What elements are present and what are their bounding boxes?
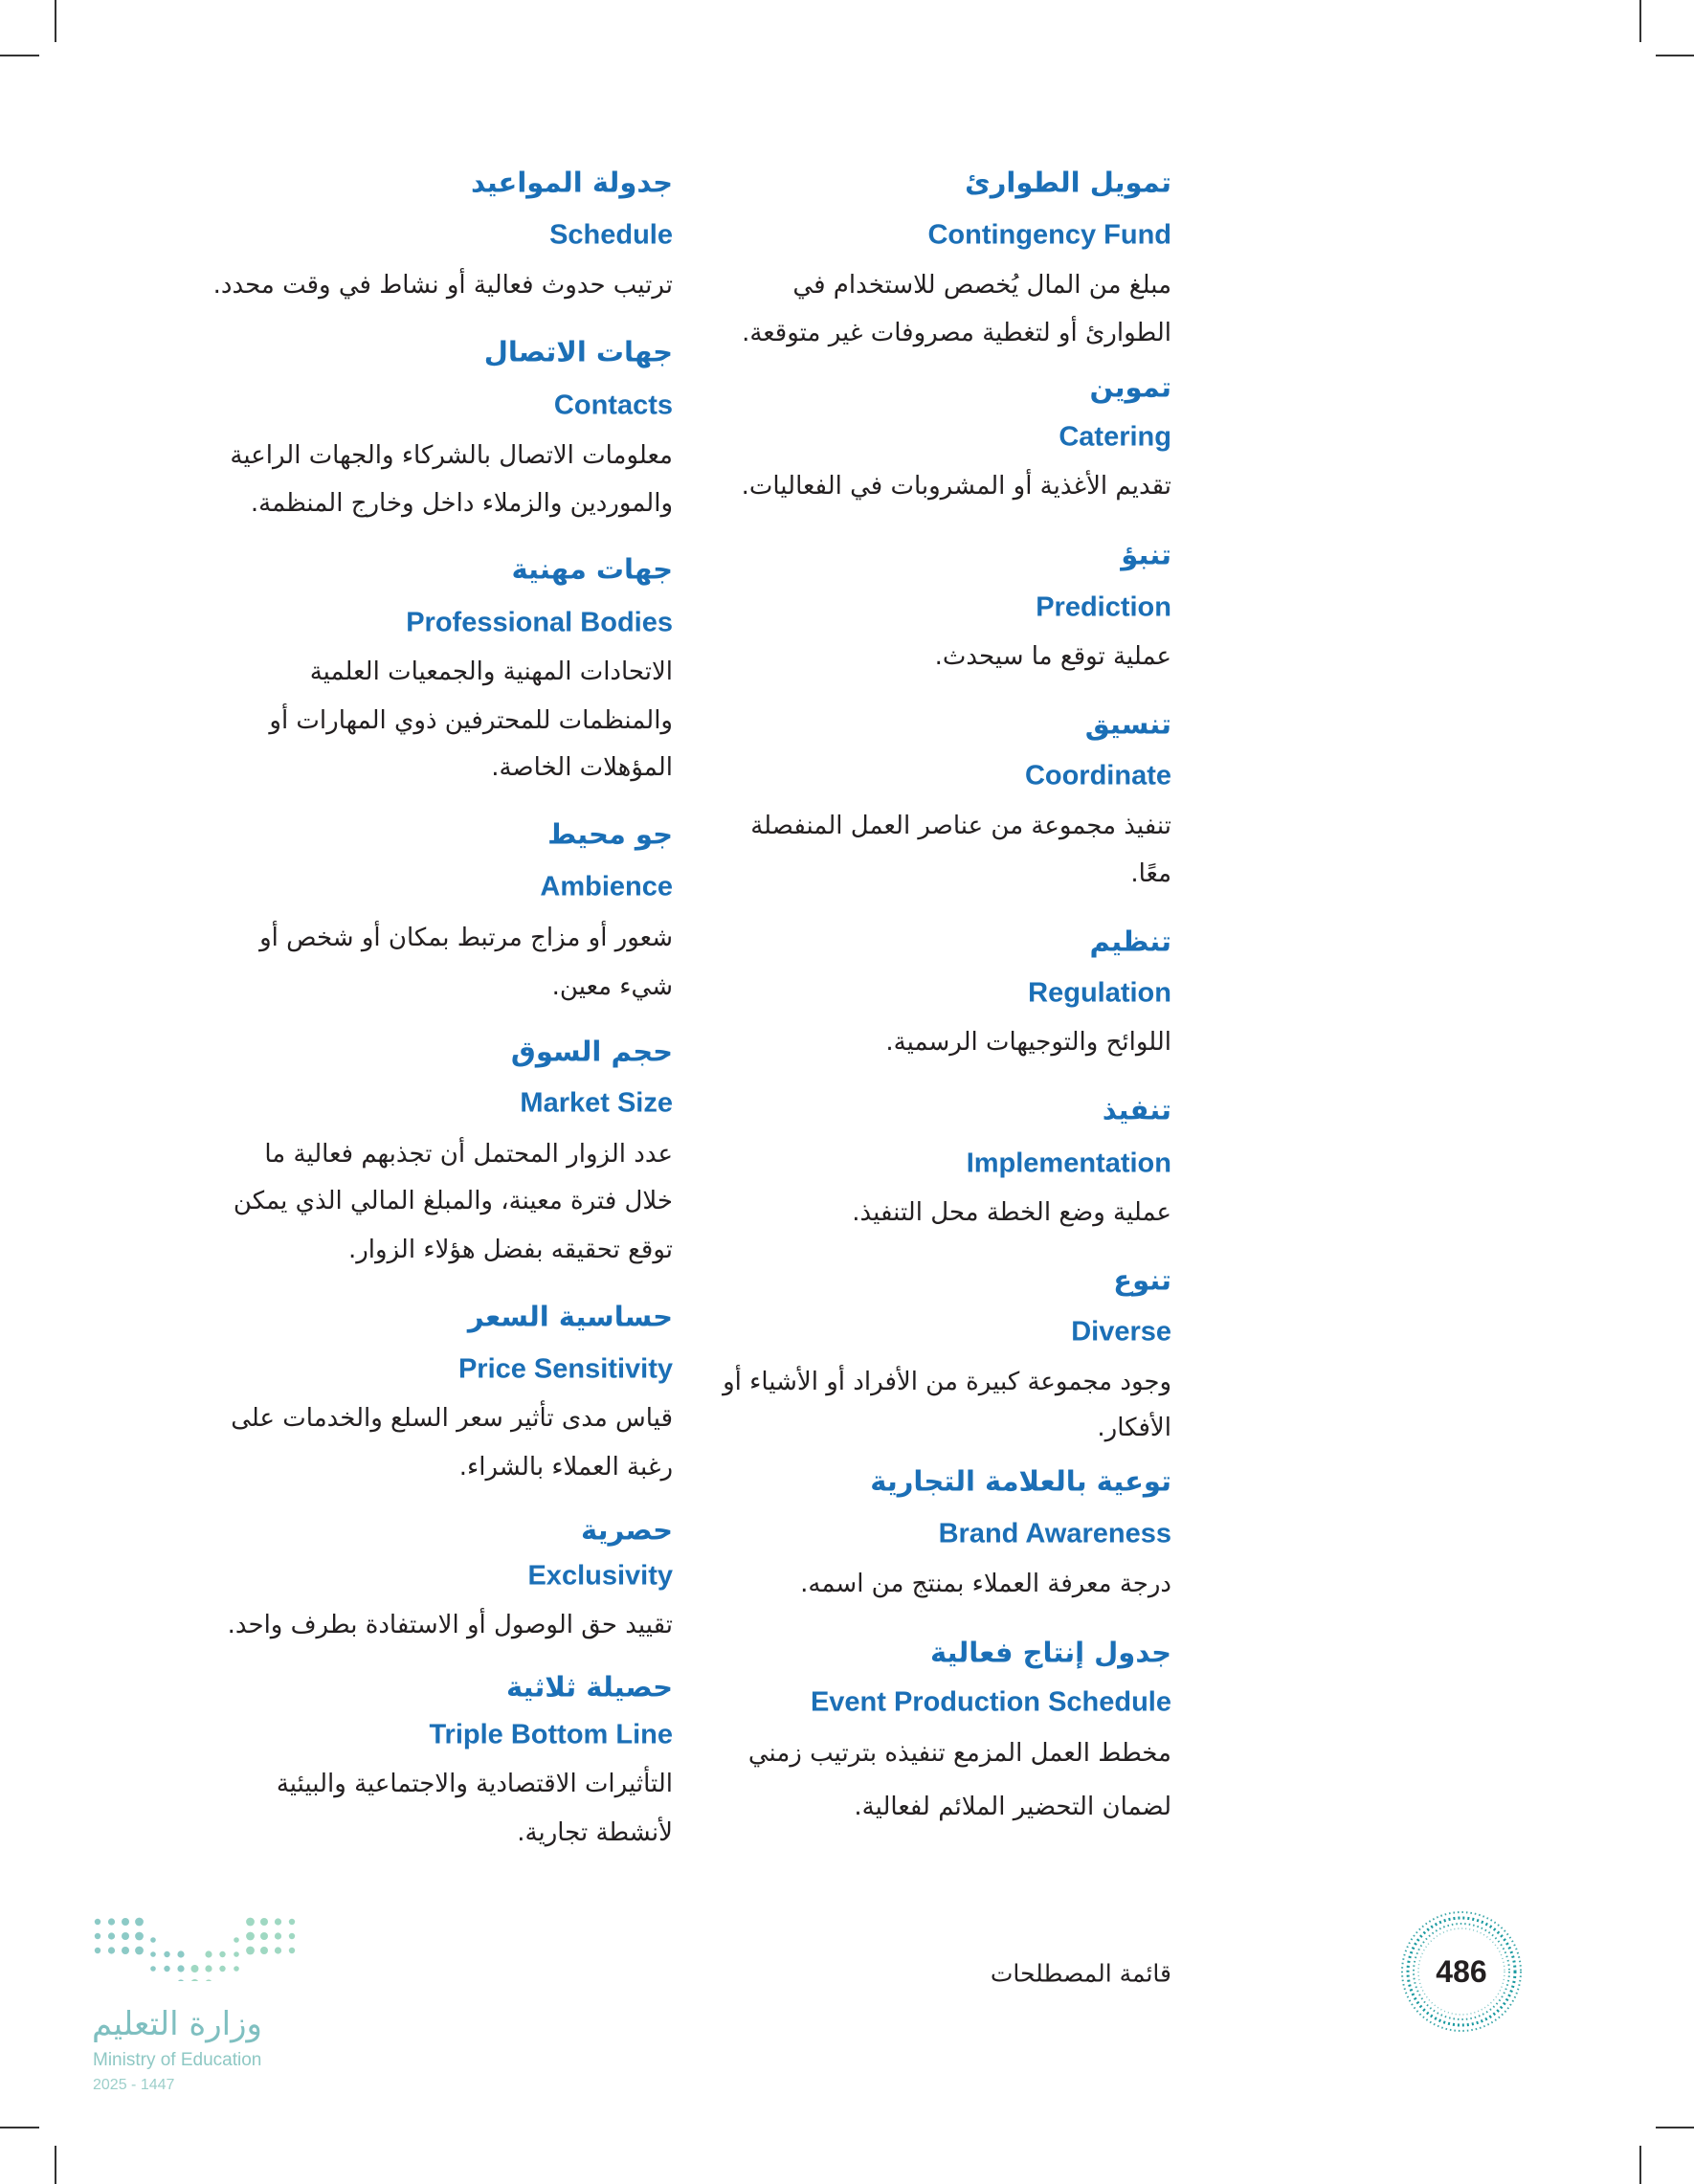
term-english: Ambience bbox=[540, 871, 673, 903]
term-english: Brand Awareness bbox=[938, 1518, 1171, 1549]
term-definition-line: تقديم الأغذية أو المشروبات في الفعاليات. bbox=[741, 472, 1171, 501]
term-arabic: تنوع bbox=[1113, 1263, 1171, 1297]
term-definition-line: عدد الزوار المحتمل أن تجذبهم فعالية ما bbox=[264, 1140, 673, 1169]
term-definition-line: اللوائح والتوجيهات الرسمية. bbox=[885, 1028, 1171, 1057]
edition-year: 2025 - 1447 bbox=[93, 2077, 175, 2093]
term-definition-line: الأفكار. bbox=[1097, 1414, 1171, 1442]
crop-mark bbox=[1639, 0, 1641, 42]
term-arabic: تنبؤ bbox=[1121, 538, 1171, 571]
term-definition-line: الاتحادات المهنية والجمعيات العلمية bbox=[309, 657, 673, 686]
term-english: Coordinate bbox=[1024, 760, 1171, 791]
term-definition-line: تنفيذ مجموعة من عناصر العمل المنفصلة bbox=[750, 812, 1171, 840]
term-definition-line: ترتيب حدوث فعالية أو نشاط في وقت محدد. bbox=[212, 271, 673, 300]
term-english: Contingency Fund bbox=[927, 219, 1171, 251]
term-english: Diverse bbox=[1071, 1316, 1171, 1348]
crop-mark bbox=[55, 2146, 56, 2184]
term-definition-line: شيء معين. bbox=[551, 972, 673, 1001]
term-definition-line: مبلغ من المال يُخصص للاستخدام في bbox=[792, 271, 1171, 300]
term-definition-line: والموردين والزملاء داخل وخارج المنظمة. bbox=[250, 489, 673, 518]
term-arabic: جهات الاتصال bbox=[483, 335, 673, 368]
term-arabic: جدول إنتاج فعالية bbox=[929, 1636, 1171, 1669]
term-definition-line: رغبة العملاء بالشراء. bbox=[458, 1453, 673, 1482]
term-definition-line: وجود مجموعة كبيرة من الأفراد أو الأشياء أو bbox=[723, 1368, 1171, 1396]
crop-mark bbox=[55, 0, 56, 42]
term-definition-line: المؤهلات الخاصة. bbox=[491, 753, 673, 782]
term-english: Prediction bbox=[1036, 591, 1171, 623]
term-english: Market Size bbox=[520, 1087, 673, 1119]
crop-mark bbox=[1639, 2146, 1641, 2184]
term-definition-line: مخطط العمل المزمع تنفيذه بترتيب زمني bbox=[747, 1739, 1171, 1768]
ministry-name-en: Ministry of Education bbox=[93, 2050, 262, 2070]
ministry-name-ar: وزارة التعليم bbox=[92, 2005, 262, 2043]
term-english: Catering bbox=[1059, 421, 1171, 453]
term-arabic: جهات مهنية bbox=[511, 552, 673, 586]
page-number: 486 bbox=[1436, 1953, 1487, 1989]
term-arabic: حصيلة ثلاثية bbox=[505, 1670, 673, 1704]
term-arabic: تنظيم bbox=[1089, 925, 1171, 958]
term-english: Event Production Schedule bbox=[810, 1686, 1171, 1718]
term-definition-line: عملية توقع ما سيحدث. bbox=[934, 642, 1171, 671]
crop-mark bbox=[1656, 2127, 1694, 2128]
section-title: قائمة المصطلحات bbox=[990, 1959, 1171, 1988]
crop-mark bbox=[0, 2127, 39, 2128]
term-english: Price Sensitivity bbox=[457, 1353, 673, 1385]
term-definition-line: الطوارئ أو لتغطية مصروفات غير متوقعة. bbox=[742, 319, 1171, 347]
ministry-logo-icon bbox=[92, 1914, 302, 1981]
term-definition-line: والمنظمات للمحترفين ذوي المهارات أو bbox=[269, 706, 673, 735]
term-arabic: توعية بالعلامة التجارية bbox=[870, 1464, 1171, 1498]
term-arabic: جدولة المواعيد bbox=[470, 166, 673, 199]
term-english: Exclusivity bbox=[527, 1560, 673, 1592]
term-arabic: حصرية bbox=[581, 1513, 673, 1547]
term-arabic: حجم السوق bbox=[510, 1035, 673, 1068]
term-arabic: حساسية السعر bbox=[467, 1300, 673, 1333]
term-arabic: تنسيق bbox=[1084, 707, 1171, 741]
term-english: Professional Bodies bbox=[406, 607, 673, 638]
term-arabic: تنفيذ bbox=[1102, 1093, 1171, 1126]
term-english: Triple Bottom Line bbox=[429, 1719, 673, 1750]
crop-mark bbox=[0, 55, 39, 56]
term-definition-line: معلومات الاتصال بالشركاء والجهات الراعية bbox=[230, 441, 673, 470]
term-english: Regulation bbox=[1028, 977, 1171, 1009]
term-definition-line: قياس مدى تأثير سعر السلع والخدمات على bbox=[231, 1404, 673, 1433]
term-english: Schedule bbox=[549, 219, 673, 251]
term-english: Contacts bbox=[553, 390, 673, 421]
term-arabic: تمويل الطوارئ bbox=[965, 166, 1171, 199]
term-definition-line: خلال فترة معينة، والمبلغ المالي الذي يمكن bbox=[233, 1187, 673, 1215]
term-definition-line: لأنشطة تجارية. bbox=[517, 1818, 673, 1847]
term-definition-line: درجة معرفة العملاء بمنتج من اسمه. bbox=[800, 1570, 1171, 1598]
term-english: Implementation bbox=[966, 1148, 1171, 1179]
page-number-badge bbox=[1399, 1909, 1524, 2034]
term-definition-line: تقييد حق الوصول أو الاستفادة بطرف واحد. bbox=[227, 1611, 673, 1639]
crop-mark bbox=[1656, 55, 1694, 56]
term-definition-line: عملية وضع الخطة محل التنفيذ. bbox=[852, 1198, 1171, 1227]
term-definition-line: لضمان التحضير الملائم لفعالية. bbox=[854, 1793, 1171, 1821]
term-definition-line: شعور أو مزاج مرتبط بمكان أو شخص أو bbox=[259, 924, 673, 952]
term-definition-line: توقع تحقيقه بفضل هؤلاء الزوار. bbox=[347, 1236, 673, 1264]
term-definition-line: معًا. bbox=[1130, 859, 1171, 888]
term-arabic: جو محيط bbox=[547, 817, 673, 851]
term-arabic: تموين bbox=[1089, 370, 1171, 404]
term-definition-line: التأثيرات الاقتصادية والاجتماعية والبيئية bbox=[276, 1770, 673, 1798]
